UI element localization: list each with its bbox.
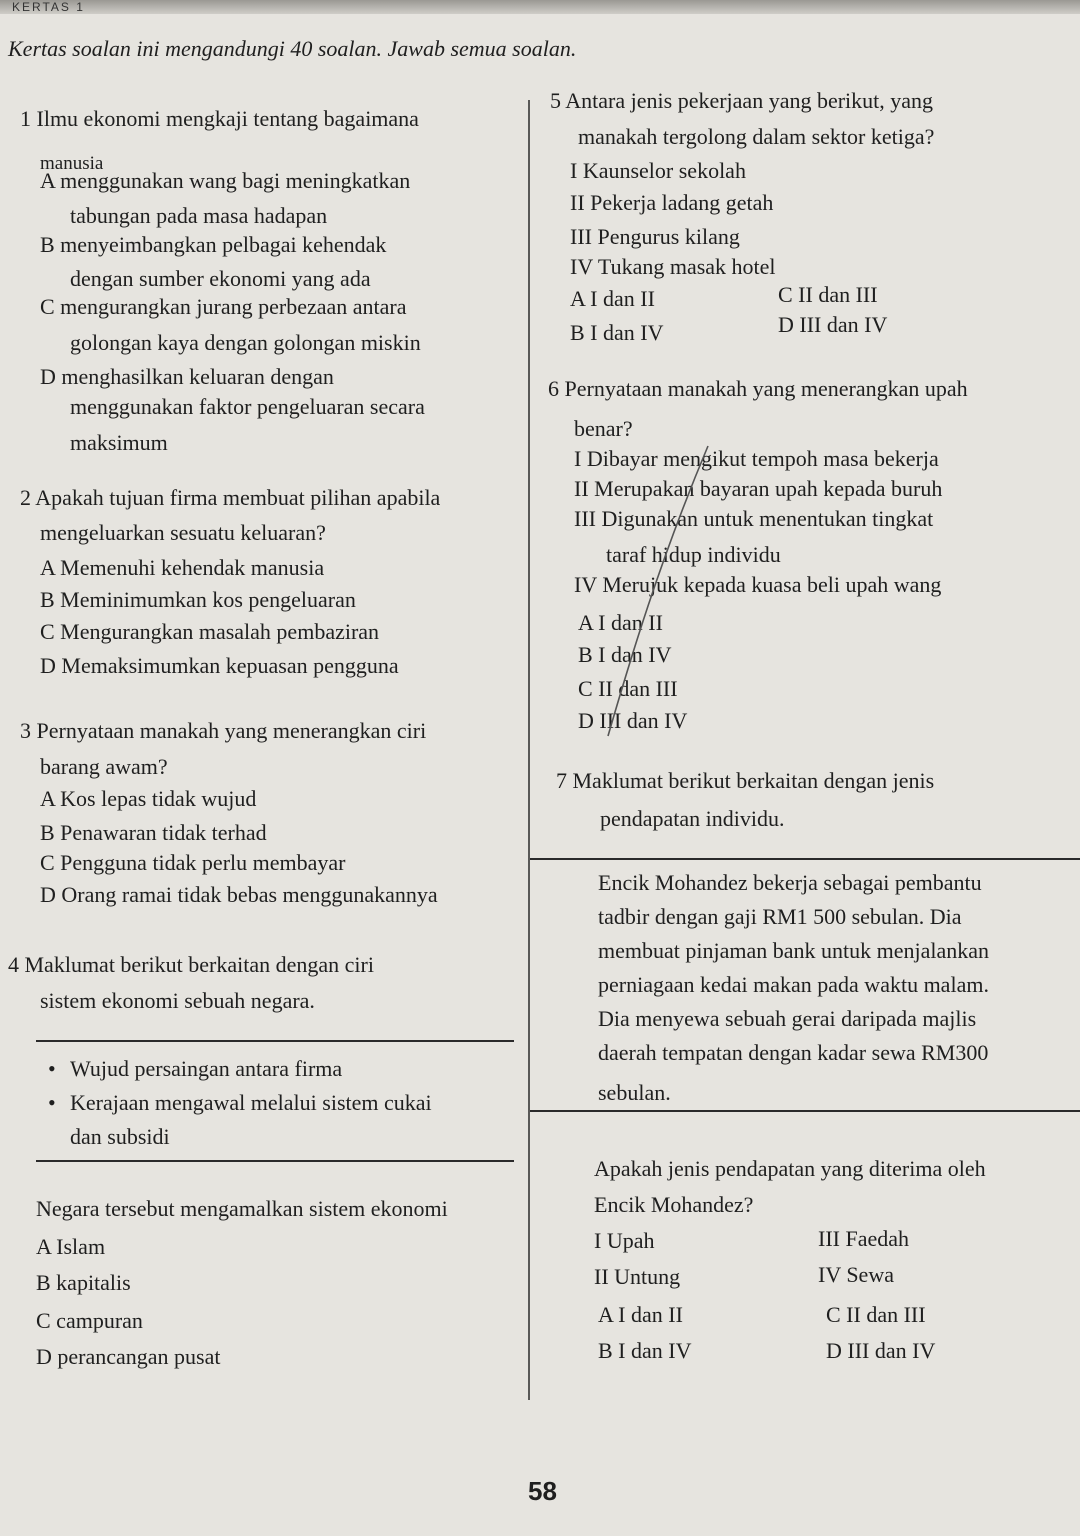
q2-stem-1: 2 Apakah tujuan firma membuat pilihan apabila [20, 485, 441, 510]
q3-option-c[interactable]: C Pengguna tidak perlu membayar [40, 850, 346, 875]
q7-stem-1: 7 Maklumat berikut berkaitan dengan jenis [556, 768, 935, 793]
q1-option-d-cont: menggunakan faktor pengeluaran secara [70, 394, 425, 419]
top-strip-label: KERTAS 1 [12, 0, 85, 14]
q4-stem-2: sistem ekonomi sebuah negara. [40, 988, 315, 1013]
q7-stem-2: pendapatan individu. [600, 806, 785, 831]
q1-option-a[interactable]: A menggunakan wang bagi meningkatkan [40, 168, 411, 193]
q3-stem-1: 3 Pernyataan manakah yang menerangkan ciri [20, 718, 427, 743]
q6-stem-2: benar? [574, 416, 633, 441]
q6-stem-1: 6 Pernyataan manakah yang menerangkan upah [548, 376, 968, 401]
q7-option-a[interactable]: A I dan II [598, 1302, 683, 1327]
q1-stem-1: 1 Ilmu ekonomi mengkaji tentang bagaimana [20, 106, 419, 131]
q2-option-c[interactable]: C Mengurangkan masalah pembaziran [40, 619, 380, 644]
q4-bullet-1: • Wujud persaingan antara firma [70, 1058, 342, 1080]
q6-option-c[interactable]: C II dan III [578, 676, 678, 701]
q7-box-line-7: sebulan. [598, 1080, 671, 1105]
q4-option-d[interactable]: D perancangan pusat [36, 1344, 221, 1369]
q5-option-a[interactable]: A I dan II [570, 286, 655, 311]
q5-option-c[interactable]: C II dan III [778, 282, 878, 307]
q5-stem-1: 5 Antara jenis pekerjaan yang berikut, yang [550, 88, 934, 113]
q7-item-iv: IV Sewa [818, 1262, 894, 1287]
q7-box-line-6: daerah tempatan dengan kadar sewa RM300 [598, 1040, 989, 1065]
q7-box-line-5: Dia menyewa sebuah gerai daripada majlis [598, 1006, 977, 1031]
q6-option-d[interactable]: D III dan IV [578, 708, 688, 733]
q5-item-iii: III Pengurus kilang [570, 224, 740, 249]
q6-item-iii-cont: taraf hidup individu [606, 542, 781, 567]
q1-option-a-cont: tabungan pada masa hadapan [70, 203, 328, 228]
page-number: 58 [528, 1476, 557, 1506]
q6-item-i: I Dibayar mengikut tempoh masa bekerja [574, 446, 939, 471]
q7-prompt-1: Apakah jenis pendapatan yang diterima oleh [594, 1156, 986, 1181]
q7-item-i: I Upah [594, 1228, 655, 1253]
q4-option-c[interactable]: C campuran [36, 1308, 143, 1333]
q7-item-ii: II Untung [594, 1264, 681, 1289]
q6-option-b[interactable]: B I dan IV [578, 642, 672, 667]
q2-stem-2: mengeluarkan sesuatu keluaran? [40, 520, 326, 545]
q7-option-d[interactable]: D III dan IV [826, 1338, 936, 1363]
q3-option-a[interactable]: A Kos lepas tidak wujud [40, 786, 257, 811]
q1-option-b-cont: dengan sumber ekonomi yang ada [70, 266, 371, 291]
intro-instructions: Kertas soalan ini mengandungi 40 soalan. Jawab semua soalan. [8, 36, 577, 61]
q2-option-a[interactable]: A Memenuhi kehendak manusia [40, 555, 325, 580]
q7-option-c[interactable]: C II dan III [826, 1302, 926, 1327]
q3-option-b[interactable]: B Penawaran tidak terhad [40, 820, 267, 845]
q7-option-b[interactable]: B I dan IV [598, 1338, 692, 1363]
q4-option-a[interactable]: A Islam [36, 1234, 106, 1259]
q7-box-line-4: perniagaan kedai makan pada waktu malam. [598, 972, 989, 997]
q4-bullet-2: • Kerajaan mengawal melalui sistem cukai [70, 1092, 432, 1114]
q1-option-d-cont-2: maksimum [70, 430, 168, 455]
q5-option-b[interactable]: B I dan IV [570, 320, 664, 345]
column-divider [528, 100, 530, 1400]
q7-prompt-2: Encik Mohandez? [594, 1192, 754, 1217]
q6-item-iii: III Digunakan untuk menentukan tingkat [574, 506, 934, 531]
q6-item-ii: II Merupakan bayaran upah kepada buruh [574, 476, 943, 501]
q5-stem-2: manakah tergolong dalam sektor ketiga? [578, 124, 935, 149]
q1-stem-2: manusia [40, 153, 104, 174]
top-strip [0, 0, 1080, 14]
q5-item-ii: II Pekerja ladang getah [570, 190, 774, 215]
q4-prompt: Negara tersebut mengamalkan sistem ekonomi [36, 1196, 448, 1221]
q2-option-b[interactable]: B Meminimumkan kos pengeluaran [40, 587, 356, 612]
q7-box-line-2: tadbir dengan gaji RM1 500 sebulan. Dia [598, 904, 962, 929]
q1-option-b[interactable]: B menyeimbangkan pelbagai kehendak [40, 232, 387, 257]
q7-box-line-3: membuat pinjaman bank untuk menjalankan [598, 938, 990, 963]
q3-stem-2: barang awam? [40, 754, 168, 779]
q4-bullet-2-cont: dan subsidi [70, 1124, 170, 1149]
q7-item-iii: III Faedah [818, 1226, 910, 1251]
q1-option-c-cont: golongan kaya dengan golongan miskin [70, 330, 421, 355]
q5-item-iv: IV Tukang masak hotel [570, 254, 776, 279]
q1-option-c[interactable]: C mengurangkan jurang perbezaan antara [40, 294, 407, 319]
q5-item-i: I Kaunselor sekolah [570, 158, 746, 183]
q3-option-d[interactable]: D Orang ramai tidak bebas menggunakannya [40, 882, 438, 907]
q6-option-a[interactable]: A I dan II [578, 610, 663, 635]
q1-option-d[interactable]: D menghasilkan keluaran dengan [40, 364, 334, 389]
q4-stem-1: 4 Maklumat berikut berkaitan dengan ciri [8, 952, 374, 977]
q6-item-iv: IV Merujuk kepada kuasa beli upah wang [574, 572, 942, 597]
q5-option-d[interactable]: D III dan IV [778, 312, 888, 337]
q4-option-b[interactable]: B kapitalis [36, 1270, 131, 1295]
q2-option-d[interactable]: D Memaksimumkan kepuasan pengguna [40, 653, 399, 678]
q7-box-line-1: Encik Mohandez bekerja sebagai pembantu [598, 870, 982, 895]
